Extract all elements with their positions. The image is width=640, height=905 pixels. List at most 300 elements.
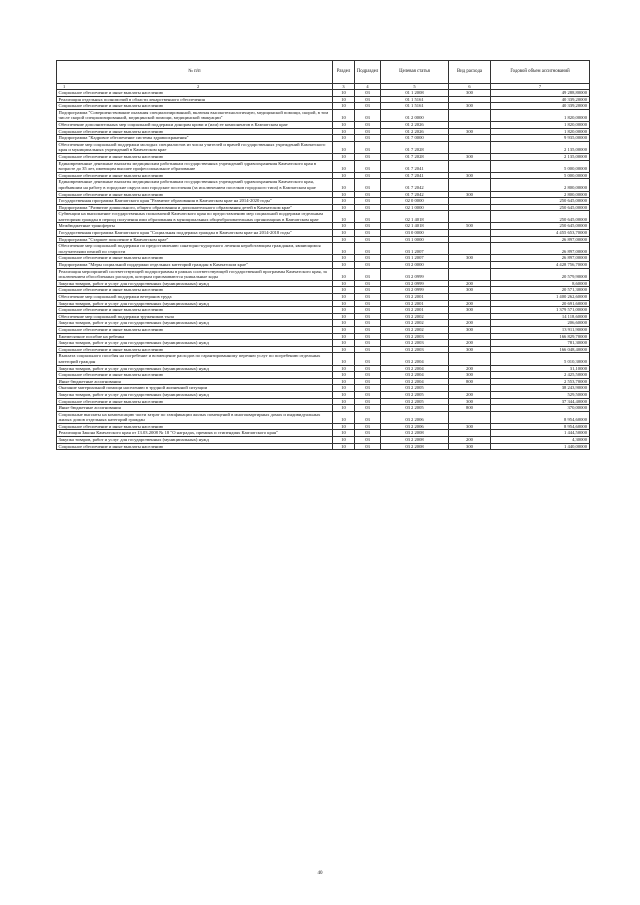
table-row (57, 423, 590, 430)
row-podrazdel: 03 (355, 430, 381, 437)
row-article: 02 1 0000 (381, 204, 449, 211)
row-podrazdel: 03 (355, 204, 381, 211)
row-vid (449, 333, 491, 340)
row-vid: 300 (449, 128, 491, 135)
row-podrazdel: 03 (355, 236, 381, 243)
row-amount: 370,00000 (491, 405, 590, 412)
row-name: Реализация мероприятий соответствующей подпрограммы в рамках соответствующей государственной программы Камчатского края, за исключением обособленных расходов, которым присваиваются уникальные коды (57, 268, 333, 280)
row-razdel: 10 (333, 223, 355, 230)
table-row (57, 307, 590, 314)
table-row (57, 411, 590, 423)
row-article: 01 7 0000 (381, 135, 449, 142)
row-article: 03 2 2004 (381, 378, 449, 385)
table-row (57, 230, 590, 237)
row-article: 03 1 2007 (381, 255, 449, 262)
table-row (57, 353, 590, 365)
row-vid: 300 (449, 172, 491, 179)
row-podrazdel: 03 (355, 109, 381, 121)
table-row (57, 204, 590, 211)
row-article: 02 1 4018 (381, 223, 449, 230)
row-vid (449, 243, 491, 255)
row-name: Социальные выплаты на компенсацию части затрат по газификации жилых помещений в многоквартирных домах и индивидуальных жилых домов отдельных категорий граждан (57, 411, 333, 423)
row-vid (449, 230, 491, 237)
row-article: 03 2 2005 (381, 405, 449, 412)
table-row (57, 179, 590, 191)
row-name: Социальное обеспечение и иные выплаты населению (57, 307, 333, 314)
row-razdel: 10 (333, 423, 355, 430)
row-razdel: 10 (333, 346, 355, 353)
row-razdel: 10 (333, 198, 355, 205)
row-podrazdel: 03 (355, 153, 381, 160)
document-page (56, 60, 589, 450)
table-row (57, 141, 590, 153)
row-razdel: 10 (333, 320, 355, 327)
row-razdel: 10 (333, 211, 355, 223)
row-vid (449, 411, 491, 423)
row-name: Закупка товаров, работ и услуг для государственных (муниципальных) нужд (57, 340, 333, 347)
table-row (57, 255, 590, 262)
table-row (57, 128, 590, 135)
column-number: 4 (355, 84, 381, 90)
row-vid (449, 430, 491, 437)
row-vid: 200 (449, 365, 491, 372)
table-row (57, 430, 590, 437)
table-row (57, 121, 590, 128)
row-amount: 2 135,00000 (491, 141, 590, 153)
row-article: 03 2 0999 (381, 268, 449, 280)
row-podrazdel: 03 (355, 135, 381, 142)
row-article: 03 2 2002 (381, 326, 449, 333)
row-razdel: 10 (333, 437, 355, 444)
row-razdel: 10 (333, 236, 355, 243)
row-article: 01 1 5161 (381, 103, 449, 110)
row-amount: 250 645,00000 (491, 204, 590, 211)
row-article: 03 2 2005 (381, 385, 449, 392)
row-razdel: 10 (333, 326, 355, 333)
row-article: 01 1 5161 (381, 96, 449, 103)
row-article: 01 2 2026 (381, 121, 449, 128)
row-razdel: 10 (333, 262, 355, 269)
row-podrazdel: 03 (355, 313, 381, 320)
row-name: Обеспечение дополнительных мер социальной поддержки донорам крови и (или) ее компонентов в Камчатском крае (57, 121, 333, 128)
row-amount: 5 010,30000 (491, 353, 590, 365)
row-razdel: 10 (333, 287, 355, 294)
row-name: Подпрограмма "Кадровое обеспечение системы здравоохранения" (57, 135, 333, 142)
row-name: Обеспечение мер социальной поддержки тружеников тыла (57, 313, 333, 320)
row-vid (449, 236, 491, 243)
row-vid (449, 121, 491, 128)
row-amount: 2 553,70000 (491, 378, 590, 385)
column-number: 3 (333, 84, 355, 90)
row-podrazdel: 03 (355, 326, 381, 333)
row-podrazdel: 03 (355, 411, 381, 423)
row-razdel: 10 (333, 411, 355, 423)
row-name: Социальное обеспечение и иные выплаты населению (57, 326, 333, 333)
row-vid: 200 (449, 300, 491, 307)
table-row (57, 262, 590, 269)
row-amount: 49 288,80000 (491, 90, 590, 97)
row-article: 03 0 0000 (381, 230, 449, 237)
row-vid: 300 (449, 398, 491, 405)
row-name: Субвенции на выполнение государственных полномочий Камчатского края по предоставлению мер социальной поддержки отдельным категориям граждан в период получения ими образования в муниципальных общеобразовательных организациях в Камчатском крае (57, 211, 333, 223)
row-name: Единовременные денежные выплаты медицинским работникам государственных учреждений здравоохранения Камчатского края, прибывшим на работу в городские округа или городские поселения (за исключением поселков городского типа) в Камчатском крае (57, 179, 333, 191)
row-name: Обеспечение мер социальной поддержки по предоставлению санаторно-курортного лечения неработающим гражданам, являющимся получателями пенсий по старости (57, 243, 333, 255)
row-amount: 2 425,50000 (491, 372, 590, 379)
row-razdel: 10 (333, 179, 355, 191)
row-amount: 1 820,00000 (491, 109, 590, 121)
row-razdel: 10 (333, 128, 355, 135)
row-article: 03 2 2005 (381, 398, 449, 405)
row-razdel: 10 (333, 333, 355, 340)
row-podrazdel: 03 (355, 423, 381, 430)
row-article: 03 2 2006 (381, 423, 449, 430)
row-amount: 9 935,00000 (491, 135, 590, 142)
row-article: 03 2 2004 (381, 365, 449, 372)
table-row (57, 223, 590, 230)
row-article: 03 2 2002 (381, 320, 449, 327)
table-row (57, 280, 590, 287)
row-amount: 1 379 571,00000 (491, 307, 590, 314)
row-article: 01 7 2042 (381, 179, 449, 191)
row-name: Подпрограмма "Меры социальной поддержки отдельных категорий граждан в Камчатском крае" (57, 262, 333, 269)
row-amount: 40 339,20000 (491, 103, 590, 110)
row-name: Социальное обеспечение и иные выплаты населению (57, 191, 333, 198)
row-razdel: 10 (333, 204, 355, 211)
budget-table (56, 60, 590, 450)
row-article: 03 2 0999 (381, 287, 449, 294)
table-row (57, 109, 590, 121)
row-name: Государственная программа Камчатского края "Социальная поддержка граждан в Камчатском крае на 2014-2018 годы" (57, 230, 333, 237)
row-amount: 1 820,00000 (491, 128, 590, 135)
row-razdel: 10 (333, 294, 355, 301)
row-article: 03 2 0999 (381, 280, 449, 287)
row-name: Обеспечение мер социальной поддержки ветеранов труда (57, 294, 333, 301)
row-razdel: 10 (333, 243, 355, 255)
row-razdel: 10 (333, 135, 355, 142)
row-article: 03 2 2008 (381, 443, 449, 450)
row-podrazdel: 03 (355, 307, 381, 314)
table-row (57, 153, 590, 160)
row-vid (449, 385, 491, 392)
row-vid (449, 141, 491, 153)
row-podrazdel: 03 (355, 280, 381, 287)
row-name: Закупка товаров, работ и услуг для государственных (муниципальных) нужд (57, 365, 333, 372)
row-vid: 300 (449, 326, 491, 333)
row-podrazdel: 03 (355, 191, 381, 198)
row-podrazdel: 03 (355, 211, 381, 223)
row-vid: 300 (449, 287, 491, 294)
row-amount: 1 820,00000 (491, 121, 590, 128)
row-amount: 781,30000 (491, 340, 590, 347)
row-razdel: 10 (333, 160, 355, 172)
row-vid (449, 109, 491, 121)
table-row (57, 313, 590, 320)
row-vid: 300 (449, 103, 491, 110)
row-vid (449, 160, 491, 172)
row-podrazdel: 03 (355, 141, 381, 153)
row-vid (449, 198, 491, 205)
row-podrazdel: 03 (355, 230, 381, 237)
column-number: 2 (197, 84, 200, 89)
row-vid: 300 (449, 90, 491, 97)
table-row (57, 103, 590, 110)
row-vid: 200 (449, 320, 491, 327)
row-amount: 4 455 653,70000 (491, 230, 590, 237)
row-vid (449, 96, 491, 103)
row-article: 02 1 4018 (381, 211, 449, 223)
column-number: 5 (381, 84, 449, 90)
row-name: Иные бюджетные ассигнования (57, 405, 333, 412)
row-name: Социальное обеспечение и иные выплаты населению (57, 172, 333, 179)
row-amount: 1 400 262,60000 (491, 294, 590, 301)
row-razdel: 10 (333, 268, 355, 280)
table-body (57, 90, 590, 450)
row-amount: 1 440,00000 (491, 443, 590, 450)
row-name: Социальное обеспечение и иные выплаты населению (57, 443, 333, 450)
row-vid: 300 (449, 423, 491, 430)
row-vid (449, 135, 491, 142)
row-name: Социальное обеспечение и иные выплаты населению (57, 287, 333, 294)
row-razdel: 10 (333, 443, 355, 450)
row-name: Социальное обеспечение и иные выплаты населению (57, 90, 333, 97)
table-row (57, 320, 590, 327)
row-razdel: 10 (333, 191, 355, 198)
row-podrazdel: 03 (355, 255, 381, 262)
row-amount: 5 000,00000 (491, 160, 590, 172)
row-podrazdel: 03 (355, 300, 381, 307)
row-podrazdel: 03 (355, 443, 381, 450)
table-row (57, 326, 590, 333)
table-row (57, 340, 590, 347)
row-amount: 529,50000 (491, 391, 590, 398)
row-podrazdel: 03 (355, 346, 381, 353)
row-amount: 14 118,60000 (491, 313, 590, 320)
row-article: 03 2 2004 (381, 372, 449, 379)
row-razdel: 10 (333, 121, 355, 128)
row-razdel: 10 (333, 96, 355, 103)
row-article: 03 2 2003 (381, 340, 449, 347)
row-amount: 4,30000 (491, 437, 590, 444)
row-article: 02 0 0000 (381, 198, 449, 205)
row-podrazdel: 03 (355, 353, 381, 365)
row-name: Социальное обеспечение и иные выплаты населению (57, 128, 333, 135)
row-amount: 26 897,00000 (491, 255, 590, 262)
table-row (57, 300, 590, 307)
column-number: 6 (449, 84, 491, 90)
row-podrazdel: 03 (355, 160, 381, 172)
row-amount: 1 444,50000 (491, 430, 590, 437)
row-amount: 4 428 756,70000 (491, 262, 590, 269)
table-row (57, 385, 590, 392)
row-amount: 37 344,40000 (491, 398, 590, 405)
row-razdel: 10 (333, 109, 355, 121)
row-vid (449, 353, 491, 365)
table-row (57, 372, 590, 379)
table-row (57, 437, 590, 444)
row-article: 01 7 2041 (381, 172, 449, 179)
row-razdel: 10 (333, 430, 355, 437)
header-name: № п/п (57, 61, 333, 84)
row-razdel: 10 (333, 398, 355, 405)
row-name: Закупка товаров, работ и услуг для государственных (муниципальных) нужд (57, 391, 333, 398)
row-article: 03 1 0000 (381, 236, 449, 243)
row-article: 01 2 0000 (381, 109, 449, 121)
row-amount: 8 954,60000 (491, 423, 590, 430)
row-vid (449, 204, 491, 211)
row-podrazdel: 03 (355, 262, 381, 269)
row-razdel: 10 (333, 300, 355, 307)
row-amount: 13 911,90000 (491, 326, 590, 333)
row-amount: 26 897,00000 (491, 236, 590, 243)
row-vid (449, 211, 491, 223)
header-podrazdel: Подраздел (355, 61, 381, 84)
row-article: 01 1 2008 (381, 90, 449, 97)
row-razdel: 10 (333, 340, 355, 347)
row-razdel: 10 (333, 353, 355, 365)
row-name: Социальное обеспечение и иные выплаты населению (57, 255, 333, 262)
row-vid: 300 (449, 255, 491, 262)
row-vid: 200 (449, 391, 491, 398)
row-podrazdel: 03 (355, 128, 381, 135)
row-vid: 300 (449, 346, 491, 353)
row-name: Закупка товаров, работ и услуг для государственных (муниципальных) нужд (57, 280, 333, 287)
row-name: Социальное обеспечение и иные выплаты населению (57, 372, 333, 379)
table-row (57, 160, 590, 172)
row-article: 01 7 2042 (381, 191, 449, 198)
row-amount: 26 897,00000 (491, 243, 590, 255)
row-podrazdel: 03 (355, 96, 381, 103)
row-podrazdel: 03 (355, 378, 381, 385)
row-razdel: 10 (333, 365, 355, 372)
row-name: Социальное обеспечение и иные выплаты населению (57, 103, 333, 110)
row-amount: 250 645,00000 (491, 223, 590, 230)
row-name: Закупка товаров, работ и услуг для государственных (муниципальных) нужд (57, 300, 333, 307)
row-article: 03 1 2007 (381, 243, 449, 255)
table-row (57, 405, 590, 412)
row-article: 03 2 2006 (381, 411, 449, 423)
row-amount: 38 243,90000 (491, 385, 590, 392)
row-article: 03 2 2005 (381, 391, 449, 398)
row-article: 03 2 2004 (381, 353, 449, 365)
row-vid: 200 (449, 437, 491, 444)
row-name: Социальное обеспечение и иные выплаты населению (57, 153, 333, 160)
table-row (57, 236, 590, 243)
column-number: 1 (63, 84, 66, 89)
row-amount: 31,10000 (491, 365, 590, 372)
header-row (57, 61, 590, 84)
row-podrazdel: 03 (355, 268, 381, 280)
row-razdel: 10 (333, 153, 355, 160)
row-name: Реализация отдельных полномочий в области лекарственного обеспечения (57, 96, 333, 103)
row-amount: 2 800,00000 (491, 191, 590, 198)
row-razdel: 10 (333, 313, 355, 320)
row-podrazdel: 03 (355, 198, 381, 205)
row-podrazdel: 03 (355, 223, 381, 230)
table-row (57, 398, 590, 405)
row-vid: 300 (449, 153, 491, 160)
row-name: Закупка товаров, работ и услуг для государственных (муниципальных) нужд (57, 437, 333, 444)
row-podrazdel: 03 (355, 121, 381, 128)
row-vid (449, 313, 491, 320)
row-name: Подпрограмма "Совершенствование оказания специализированной, включая высокотехнологичную, медицинской помощи, скорой, в том числе скорой специализированной, медицинской помощи, медицинской эвакуации" (57, 109, 333, 121)
row-podrazdel: 03 (355, 179, 381, 191)
table-row (57, 365, 590, 372)
row-razdel: 10 (333, 103, 355, 110)
row-razdel: 10 (333, 372, 355, 379)
table-row (57, 378, 590, 385)
row-name: Закупка товаров, работ и услуг для государственных (муниципальных) нужд (57, 320, 333, 327)
table-row (57, 172, 590, 179)
row-amount: 20 691,60000 (491, 300, 590, 307)
row-article: 01 7 2028 (381, 141, 449, 153)
table-row (57, 391, 590, 398)
row-article: 01 7 2028 (381, 153, 449, 160)
header-vid: Вид расхода (449, 61, 491, 84)
row-podrazdel: 03 (355, 365, 381, 372)
table-row (57, 268, 590, 280)
row-name: Социальное обеспечение и иные выплаты населению (57, 346, 333, 353)
row-amount: 8 954,60000 (491, 411, 590, 423)
row-article: 03 2 2002 (381, 313, 449, 320)
row-razdel: 10 (333, 307, 355, 314)
row-name: Социальное обеспечение и иные выплаты населению (57, 398, 333, 405)
row-article: 03 2 2001 (381, 300, 449, 307)
row-podrazdel: 03 (355, 103, 381, 110)
row-razdel: 10 (333, 280, 355, 287)
row-amount: 206,60000 (491, 320, 590, 327)
row-podrazdel: 03 (355, 385, 381, 392)
row-vid: 300 (449, 372, 491, 379)
row-vid (449, 294, 491, 301)
table-row (57, 198, 590, 205)
header-article: Целевая статья (381, 61, 449, 84)
row-razdel: 10 (333, 378, 355, 385)
row-podrazdel: 03 (355, 320, 381, 327)
row-podrazdel: 03 (355, 287, 381, 294)
header-razdel: Раздел (333, 61, 355, 84)
row-amount: 20 579,90000 (491, 268, 590, 280)
row-vid (449, 262, 491, 269)
row-vid: 800 (449, 405, 491, 412)
row-name: Ежемесячное пособие на ребенка (57, 333, 333, 340)
row-name: Подпрограмма "Старшее поколение в Камчатском крае" (57, 236, 333, 243)
row-name: Выплата социального пособия на погребение и возмещение расходов по гарантированному перечню услуг по погребению отдельных категорий граждан (57, 353, 333, 365)
row-razdel: 10 (333, 141, 355, 153)
row-article: 03 2 2003 (381, 333, 449, 340)
row-razdel: 10 (333, 385, 355, 392)
table-row (57, 287, 590, 294)
row-podrazdel: 03 (355, 340, 381, 347)
row-name: Реализация Закона Камчатского края от 13.03.2008 № 18 "О наградах, премиях и стипендиях Камчатского края" (57, 430, 333, 437)
column-number: 7 (491, 84, 590, 90)
row-name: Межбюджетные трансферты (57, 223, 333, 230)
table-row (57, 346, 590, 353)
row-podrazdel: 03 (355, 405, 381, 412)
row-article: 03 2 0000 (381, 262, 449, 269)
row-amount: 166 048,40000 (491, 346, 590, 353)
row-vid: 300 (449, 191, 491, 198)
row-article: 03 2 2008 (381, 430, 449, 437)
row-podrazdel: 03 (355, 90, 381, 97)
row-razdel: 10 (333, 405, 355, 412)
table-row (57, 191, 590, 198)
table-row (57, 135, 590, 142)
row-name: Оказание материальной помощи населению в трудной жизненной ситуации (57, 385, 333, 392)
table-row (57, 333, 590, 340)
row-name: Государственная программа Камчатского края "Развитие образования в Камчатском крае на 2014-2020 годы" (57, 198, 333, 205)
table-row (57, 294, 590, 301)
row-podrazdel: 03 (355, 172, 381, 179)
